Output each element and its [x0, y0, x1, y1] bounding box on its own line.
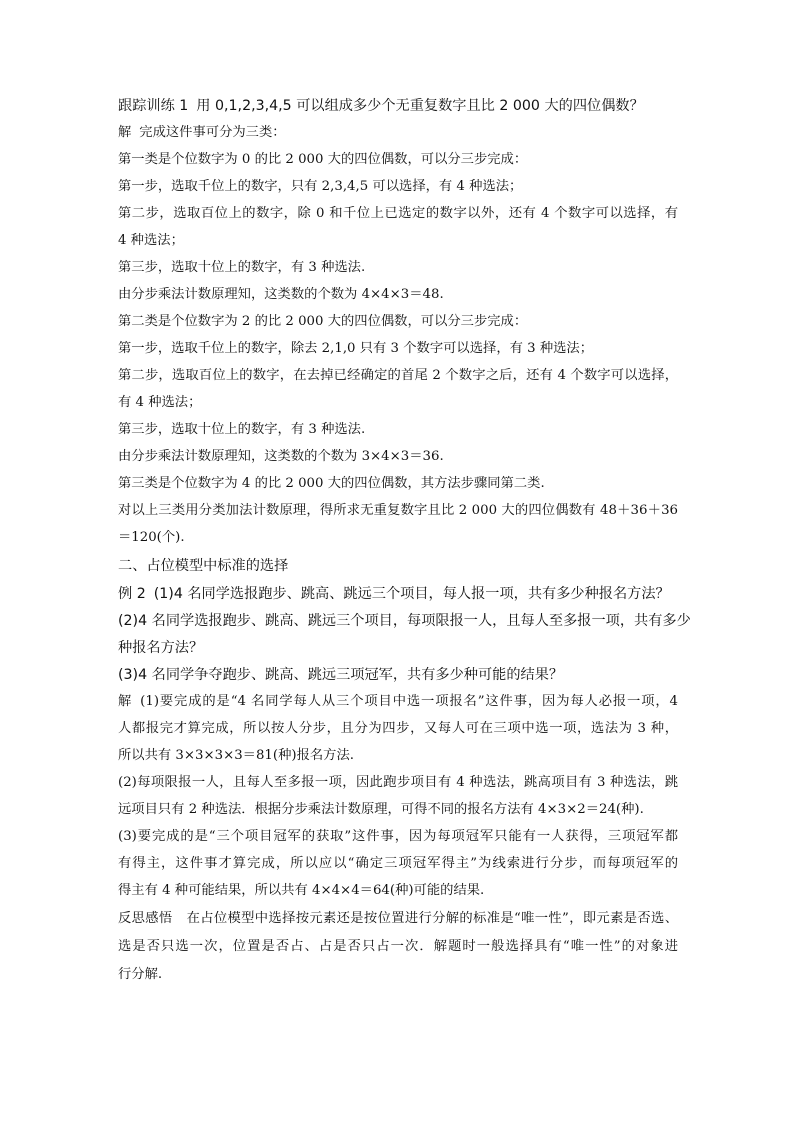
text-line: 第一类是个位数字为 0 的比 2 000 大的四位偶数，可以分三步完成：	[118, 152, 528, 167]
text-line: 第三步，选取十位上的数字，有 3 种选法.	[118, 260, 366, 275]
reflection-line: 反思感悟 在占位模型中选择按元素还是按位置进行分解的标准是“唯一性”，即元素是否选、	[118, 911, 678, 926]
text-line: 所以共有 3×3×3×3＝81(种)报名方法.	[118, 748, 354, 763]
text-line: 有得主，这件事才算完成，所以应以“确定三项冠军得主”为线索进行分步，而每项冠军的	[118, 856, 678, 871]
reflection-label: 反思感悟	[118, 911, 173, 926]
example-question-3: (3)4 名同学争夺跑步、跳高、跳远三项冠军，共有多少种可能的结果？	[118, 667, 564, 683]
text-line: 对以上三类用分类加法计数原理，得所求无重复数字且比 2 000 大的四位偶数有 48＋36＋36	[118, 503, 678, 518]
text-line: 行分解.	[118, 967, 163, 982]
section-heading: 二、占位模型中标准的选择	[118, 558, 289, 574]
training-question	[118, 97, 644, 115]
text-line: 人都报完才算完成，所以按人分步，且分为四步，又每人可在三项中选一项，选法为 3 种，	[118, 721, 678, 736]
training-label: 跟踪训练 1	[118, 98, 189, 114]
text-line: 由分步乘法计数原理知，这类数的个数为 4×4×3＝48.	[118, 287, 444, 302]
text-line: 得主有 4 种可能结果，所以共有 4×4×4＝64(种)可能的结果.	[118, 883, 485, 898]
example-solution-line: 解 (1)要完成的是“4 名同学每人从三个项目中选一项报名”这件事，因为每人必报一项，4	[118, 694, 679, 709]
example-question-1: 例 2 (1)4 名同学选报跑步、跳高、跳远三个项目，每人报一项，共有多少种报名方法？	[118, 586, 670, 602]
training-question-text: 用 0,1,2,3,4,5 可以组成多少个无重复数字且比 2 000 大的四位偶数？	[196, 98, 644, 114]
text-line: (3)要完成的是“三个项目冠军的获取”这件事，因为每项冠军只能有一人获得，三项冠军都	[118, 829, 678, 844]
text-line: 第一步，选取千位上的数字，只有 2,3,4,5 可以选择，有 4 种选法；	[118, 179, 523, 194]
text-line: 第三类是个位数字为 4 的比 2 000 大的四位偶数，其方法步骤同第二类.	[118, 476, 545, 491]
text-line: ＝120(个).	[118, 530, 185, 545]
text-line: 由分步乘法计数原理知，这类数的个数为 3×4×3＝36.	[118, 449, 444, 464]
text-line: 选是否只选一次，位置是否占、占是否只占一次．解题时一般选择具有“唯一性”的对象进	[118, 939, 678, 954]
example-question-2-cont: 种报名方法？	[118, 640, 204, 656]
text-line: 第二步，选取百位上的数字，除 0 和千位上已选定的数字以外，还有 4 个数字可以选择，有	[118, 206, 678, 221]
text-line: 第三步，选取十位上的数字，有 3 种选法.	[118, 422, 366, 437]
training-solution-label: 解	[118, 125, 132, 140]
example-solution-label: 解	[118, 694, 133, 709]
training-solution-line: 解 完成这件事可分为三类：	[118, 125, 286, 140]
text-line: 有 4 种选法；	[118, 395, 202, 410]
example-question-2: (2)4 名同学选报跑步、跳高、跳远三个项目，每项限报一人，且每人至多报一项，共有多少	[118, 613, 691, 629]
text-line: (2)每项限报一人，且每人至多报一项，因此跑步项目有 4 种选法，跳高项目有 3 种选法，跳	[118, 775, 678, 790]
text-line: 4 种选法；	[118, 233, 184, 248]
text-line: 第二步，选取百位上的数字，在去掉已经确定的首尾 2 个数字之后，还有 4 个数字可以选择，	[118, 368, 678, 383]
text-line: 第二类是个位数字为 2 的比 2 000 大的四位偶数，可以分三步完成：	[118, 314, 528, 329]
example-label: 例 2	[118, 586, 146, 602]
text-line: 第一步，选取千位上的数字，除去 2,1,0 只有 3 个数字可以选择，有 3 种选法；	[118, 341, 594, 356]
text-line: 远项目只有 2 种选法．根据分步乘法计数原理，可得不同的报名方法有 4×3×2＝24(种).	[118, 802, 644, 817]
